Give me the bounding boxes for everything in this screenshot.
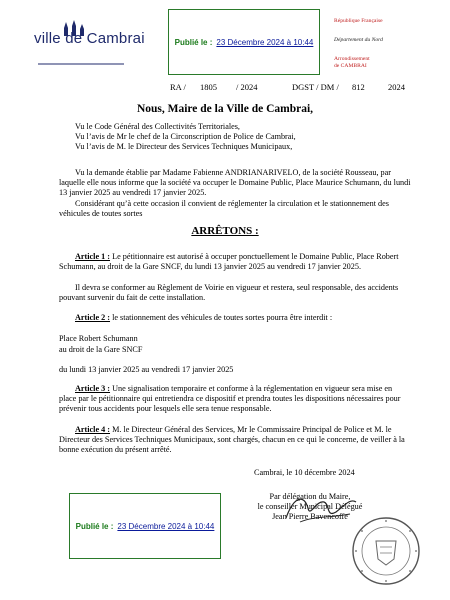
article-3-label: Article 3 : — [75, 384, 111, 393]
publish-date-link[interactable]: 23 Décembre 2024 à 10:44 — [117, 521, 215, 531]
article-2-place2: au droit de la Gare SNCF — [59, 345, 143, 354]
publication-stamp-top — [168, 9, 320, 75]
article-4 — [59, 425, 411, 456]
republic-label: République Française — [334, 18, 383, 24]
article-4-label: Article 4 : — [75, 425, 111, 434]
ref-dgst-year: 2024 — [388, 82, 405, 92]
article-1-text: Le pétitionnaire est autorisé à occuper ponctuellement le Domaine Public, Place Robert Schumann, au droit de la Gare SNCF, du lundi 13 janvier 2025 au vendredi 17 janvier 2025. — [59, 252, 399, 272]
publish-label: Publié le : — [174, 37, 213, 47]
article-3 — [59, 384, 411, 415]
article-3-text: Une signalisation temporaire et conforme à la réglementation en vigueur sera mise en place par le pétitionnaire qui entretiendra ce dispositif et prendra toutes les dispositions nécessaires pour prévenir tous accidents pour lesquels elle sera tenue responsable. — [59, 384, 401, 414]
article-4-text: M. le Directeur Général des Services, Mr le Commissaire Principal de Police et M. le Directeur des Services Techniques Municipaux, sont chargés, chacun en ce qui le concerne, de veiller à la bonne exécution du présent arrêté. — [59, 425, 405, 455]
ref-dgst-number: 812 — [352, 82, 365, 92]
article-2-label: Article 2 : — [75, 313, 111, 322]
vu-list — [75, 122, 427, 153]
role-line: le conseiller Municipal Délégué — [257, 501, 363, 511]
place-date: Cambrai, le 10 décembre 2024 — [254, 468, 355, 477]
name-line: Jean Pierre Bavencoffe — [272, 511, 348, 521]
vu-line: Vu le Code Général des Collectivités Territoriales, — [75, 122, 240, 131]
official-seal-icon — [350, 515, 422, 587]
logo-text: ville de Cambrai — [34, 30, 145, 47]
article-2 — [59, 313, 411, 323]
handwritten-signature-icon — [280, 488, 360, 528]
ref-dgst: DGST / DM / — [292, 82, 339, 92]
publish-date-link[interactable]: 23 Décembre 2024 à 10:44 — [216, 37, 314, 47]
arretons-heading: ARRÊTONS : — [191, 225, 259, 237]
publication-stamp-bottom — [69, 493, 221, 559]
article-1 — [59, 252, 411, 272]
considerant-paragraph: Considérant qu’à cette occasion il convient de réglementer la circulation et le stationnement des véhicules de toutes sortes — [59, 199, 389, 219]
vu-line: Vu l’avis de M. le Directeur des Services Techniques Municipaux, — [75, 142, 293, 152]
article-2-text: le stationnement des véhicules de toutes sortes pourra être interdit : — [110, 313, 333, 322]
page-title: Nous, Maire de la Ville de Cambrai, — [136, 103, 314, 115]
vu-line: Vu l’avis de Mr le chef de la Circonscription de Police de Cambrai, — [75, 132, 296, 142]
ref-ra: RA / — [170, 82, 186, 92]
delegation-line: Par délégation du Maire, — [269, 492, 351, 501]
ref-number: 1805 — [200, 82, 217, 92]
demande-paragraph: Vu la demande établie par Madame Fabienne ANDRIANARIVELO, de la société Rousseau, par laquelle elle nous informe que la société va occuper le Domaine Public, Place Maurice Schumann, du lundi 13 janvier 2025 au vendredi 17 janvier 2025. — [59, 168, 411, 198]
arrondissement-line2: de CAMBRAI — [334, 63, 367, 69]
arrondissement-line1: Arrondissement — [334, 56, 370, 62]
department-label: Département du Nord — [334, 37, 383, 43]
article-1-label: Article 1 : — [75, 252, 111, 261]
arrondissement-label — [334, 56, 450, 70]
article-2-dates: du lundi 13 janvier 2025 au vendredi 17 janvier 2025 — [59, 365, 234, 374]
publish-label: Publié le : — [75, 521, 114, 531]
article-1-text2: Il devra se conformer au Règlement de Voirie en vigueur et restera, seul responsable, des accidents pouvant survenir du fait de cette installation. — [59, 283, 399, 303]
article-2-place1: Place Robert Schumann — [59, 334, 138, 343]
ref-year: / 2024 — [236, 82, 258, 92]
